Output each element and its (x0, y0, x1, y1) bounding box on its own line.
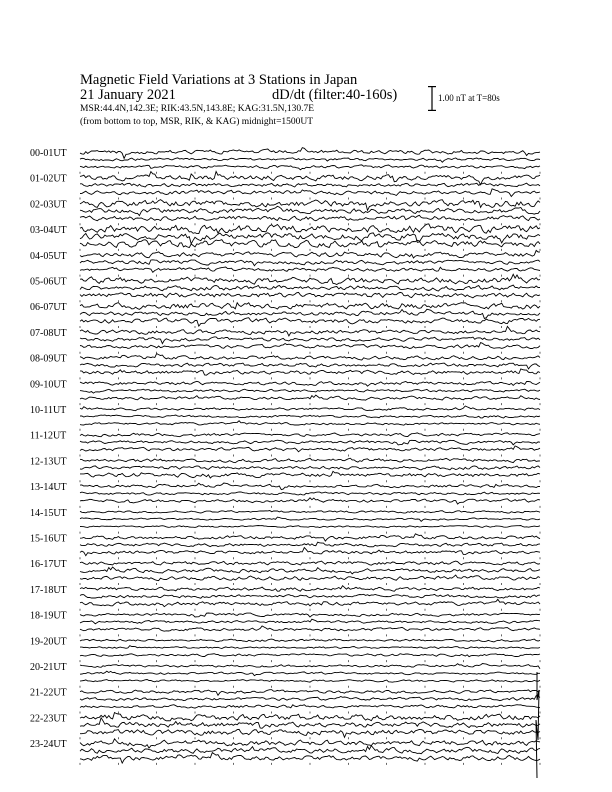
trace-rik (80, 285, 540, 291)
hour-label: 05-06UT (30, 276, 67, 288)
trace-rik (80, 183, 540, 187)
trace-rik (80, 260, 540, 266)
trace-msr (80, 729, 540, 737)
trace-msr (80, 292, 540, 297)
trace-kag (80, 354, 540, 360)
minute-ticks (80, 223, 540, 225)
trace-rik (80, 619, 540, 624)
hour-row (30, 559, 540, 585)
hour-label: 10-11UT (30, 405, 67, 416)
minute-ticks (80, 198, 540, 200)
minute-tick-marks (80, 634, 540, 636)
trace-kag (80, 381, 540, 386)
hour-label: 17-18UT (30, 584, 67, 596)
hour-label: 14-15UT (30, 507, 67, 519)
minute-tick-marks (80, 249, 540, 251)
trace-msr (80, 626, 540, 631)
minute-ticks (80, 609, 540, 611)
minute-tick-marks (80, 532, 540, 534)
hour-label: 22-23UT (30, 713, 67, 725)
minute-ticks (80, 275, 540, 277)
minute-tick-marks (80, 583, 540, 585)
hour-label: 21-22UT (30, 687, 67, 699)
hour-row (30, 688, 540, 714)
trace-kag (80, 664, 540, 669)
trace-kag (80, 250, 540, 258)
minute-ticks (80, 300, 540, 302)
trace-rik (80, 517, 540, 521)
trace-rik (80, 363, 540, 369)
chart-title: Magnetic Field Variations at 3 Stations in Japan (80, 72, 358, 88)
trace-kag (80, 739, 540, 748)
hour-label: 16-17UT (30, 559, 67, 571)
trace-kag (80, 561, 540, 565)
hour-row (30, 172, 540, 200)
minute-ticks (80, 172, 540, 174)
hour-row (30, 713, 540, 740)
trace-kag (80, 303, 540, 310)
minute-tick-marks (80, 352, 540, 354)
minute-tick-marks (80, 480, 540, 482)
trace-kag (80, 433, 540, 437)
trace-rik (80, 718, 540, 729)
trace-kag (80, 613, 540, 617)
hour-row (30, 431, 540, 457)
minute-tick-marks (80, 455, 540, 457)
trace-rik (80, 309, 540, 318)
trace-msr (80, 599, 540, 606)
minute-tick-marks (80, 275, 540, 277)
minute-ticks (80, 737, 540, 739)
minute-ticks (80, 686, 540, 688)
minute-tick-marks (80, 403, 540, 405)
hour-row (30, 739, 540, 765)
chart-date: 21 January 2021 (80, 87, 176, 103)
trace-rik (80, 594, 540, 598)
minute-tick-marks (80, 660, 540, 662)
hour-label: 13-14UT (30, 482, 67, 494)
hour-label: 01-02UT (30, 173, 67, 185)
trace-msr (80, 421, 540, 425)
minute-ticks (80, 583, 540, 585)
minute-tick-marks (80, 737, 540, 739)
hour-label: 00-01UT (30, 148, 67, 159)
minute-ticks (80, 712, 540, 714)
hour-row (30, 482, 540, 508)
trace-rik (80, 542, 540, 547)
trace-msr (80, 575, 540, 581)
trace-msr (80, 654, 540, 657)
minute-tick-marks (80, 557, 540, 559)
trace-rik (80, 158, 540, 162)
hour-row (30, 326, 540, 353)
trace-rik (80, 415, 540, 418)
trace-msr (80, 471, 540, 478)
hour-row (30, 534, 540, 560)
chart-subtitle: dD/dt (filter:40-160s) (272, 87, 398, 103)
trace-msr (80, 215, 540, 221)
trace-msr (80, 548, 540, 556)
minute-tick-marks (80, 223, 540, 225)
trace-kag (80, 639, 540, 642)
hour-row (30, 224, 540, 251)
trace-kag (80, 713, 540, 721)
hour-label: 04-05UT (30, 250, 67, 262)
hour-row (30, 585, 540, 611)
trace-rik (80, 671, 540, 676)
trace-msr (80, 267, 540, 272)
hour-label: 02-03UT (30, 199, 67, 211)
hour-row (30, 148, 540, 174)
minute-tick-marks (80, 429, 540, 431)
trace-rik (80, 746, 540, 754)
minute-ticks (80, 403, 540, 405)
trace-msr (80, 446, 540, 452)
hour-row (30, 405, 540, 431)
trace-msr (80, 680, 540, 683)
minute-ticks (80, 763, 540, 765)
trace-rik (80, 567, 540, 574)
minute-tick-marks (80, 506, 540, 508)
hour-label: 11-12UT (30, 430, 67, 442)
trace-msr (80, 189, 540, 197)
trace-msr (80, 395, 540, 400)
trace-kag (80, 586, 540, 592)
hour-label: 20-21UT (30, 662, 67, 673)
trace-msr (80, 753, 540, 764)
trace-msr (80, 240, 540, 248)
trace-rik (80, 696, 540, 701)
scale-label: 1.00 nT at T=80s (438, 93, 500, 103)
minute-tick-marks (80, 686, 540, 688)
minute-tick-marks (80, 763, 540, 765)
minute-ticks (80, 429, 540, 431)
hour-row (30, 354, 540, 380)
hour-row (30, 508, 540, 534)
hour-label: 23-24UT (30, 739, 67, 751)
hour-label: 06-07UT (30, 302, 67, 314)
station-order-info: (from bottom to top, MSR, RIK, & KAG) midnight=1500UT (80, 117, 314, 127)
minute-tick-marks (80, 198, 540, 200)
trace-kag (80, 511, 540, 514)
minute-ticks (80, 634, 540, 636)
trace-kag (80, 690, 540, 696)
trace-kag (80, 483, 540, 490)
trace-msr (80, 526, 540, 528)
hour-label: 03-04UT (30, 225, 67, 237)
trace-rik (80, 206, 540, 215)
trace-msr (80, 343, 540, 349)
minute-tick-marks (80, 326, 540, 328)
minute-tick-marks (80, 377, 540, 379)
trace-kag (80, 534, 540, 541)
minute-ticks (80, 532, 540, 534)
hour-label: 09-10UT (30, 379, 67, 391)
hour-row (30, 250, 540, 276)
minute-ticks (80, 455, 540, 457)
minute-tick-marks (80, 712, 540, 714)
hour-row (30, 199, 540, 225)
minute-ticks (80, 326, 540, 328)
trace-msr (80, 165, 540, 170)
minute-ticks (80, 249, 540, 251)
hour-label: 18-19UT (30, 610, 67, 622)
trace-kag (80, 406, 540, 411)
trace-rik (80, 646, 540, 649)
trace-msr (80, 318, 540, 326)
hour-label: 12-13UT (30, 456, 67, 468)
hour-row (30, 456, 540, 482)
trace-kag (80, 200, 540, 211)
stations-info: MSR:44.4N,142.3E; RIK:43.5N,143.8E; KAG:31.5N,130.7E (80, 104, 315, 114)
hour-row (30, 302, 540, 328)
minute-ticks (80, 660, 540, 662)
trace-kag (80, 148, 540, 159)
trace-msr (80, 498, 540, 504)
minute-tick-marks (80, 300, 540, 302)
hour-label: 08-09UT (30, 353, 67, 365)
hour-row (30, 662, 540, 688)
hour-row (30, 611, 540, 637)
trace-rik (80, 466, 540, 470)
minute-ticks (80, 352, 540, 354)
minute-ticks (80, 557, 540, 559)
hour-label: 19-20UT (30, 636, 67, 648)
trace-rik (80, 440, 540, 445)
hour-row (30, 274, 540, 302)
minute-tick-marks (80, 609, 540, 611)
minute-ticks (80, 377, 540, 379)
minute-ticks (80, 480, 540, 482)
trace-rik (80, 389, 540, 393)
hour-label: 07-08UT (30, 327, 67, 339)
trace-kag (80, 458, 540, 463)
trace-kag (80, 224, 540, 234)
trace-rik (80, 492, 540, 495)
hour-row (30, 379, 540, 405)
trace-rik (80, 337, 540, 344)
minute-ticks (80, 506, 540, 508)
trace-msr (80, 369, 540, 375)
hour-label: 15-16UT (30, 533, 67, 545)
hour-row (30, 636, 540, 662)
trace-msr (80, 705, 540, 708)
minute-tick-marks (80, 172, 540, 174)
